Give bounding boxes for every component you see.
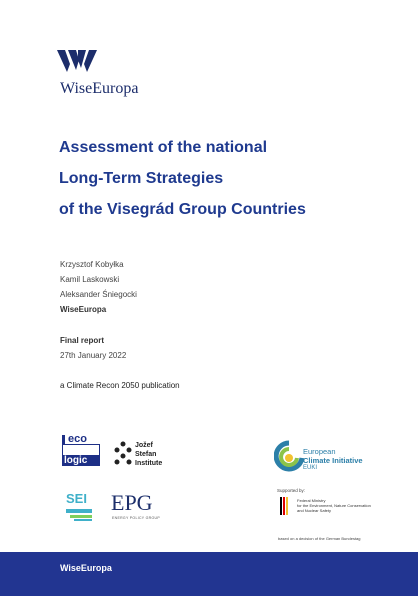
ministry-line-1: Federal Ministry xyxy=(297,498,326,503)
ecologic-bar xyxy=(62,435,65,445)
euki-logo-icon xyxy=(274,440,304,476)
title-line-3: of the Visegrád Group Countries xyxy=(59,201,306,218)
organization: WiseEuropa xyxy=(60,305,107,314)
jsi-line-3: Institute xyxy=(135,460,163,467)
title-line-2: Long-Term Strategies xyxy=(59,170,224,187)
publication-note: a Climate Recon 2050 publication xyxy=(60,381,180,390)
euki-line-1: European xyxy=(303,447,336,456)
author-2: Kamil Laskowski xyxy=(60,275,120,284)
wiseeuropa-w-logo xyxy=(55,48,99,74)
euki-line-3: EUKI xyxy=(303,465,318,471)
epg-logo: EPG xyxy=(111,490,153,515)
ministry-line-2: for the Environment, Nature Conservation xyxy=(297,503,371,508)
sei-waves-icon xyxy=(64,508,94,522)
footer-bar xyxy=(0,552,418,596)
jsi-logo-text xyxy=(135,441,162,468)
german-eagle-icon xyxy=(278,496,294,516)
jsi-dots-icon xyxy=(113,441,133,467)
sei-logo: SEI xyxy=(66,491,87,506)
title-line-1: Assessment of the national xyxy=(59,139,268,156)
epg-subtitle: ENERGY POLICY GROUP xyxy=(112,516,160,520)
report-type: Final report xyxy=(60,336,105,345)
jsi-line-2: Stefan xyxy=(135,451,157,458)
ministry-name xyxy=(297,498,377,513)
supported-by-label: Supported by: xyxy=(277,488,306,493)
ministry-line-3: and Nuclear Safety xyxy=(297,508,332,513)
ecologic-bottom: logic xyxy=(64,455,88,466)
author-1: Krzysztof Kobyłka xyxy=(60,260,124,269)
jsi-line-1: Jožef xyxy=(135,442,153,449)
ecologic-top: eco xyxy=(68,433,87,445)
wiseeuropa-wordmark: WiseEuropa xyxy=(60,80,139,97)
euki-line-2: Climate Initiative xyxy=(303,456,363,465)
report-date: 27th January 2022 xyxy=(60,351,127,360)
author-3: Aleksander Śniegocki xyxy=(60,290,137,299)
bundestag-decision: based on a decision of the German Bundestag xyxy=(278,536,361,541)
footer-label: WiseEuropa xyxy=(60,563,112,573)
